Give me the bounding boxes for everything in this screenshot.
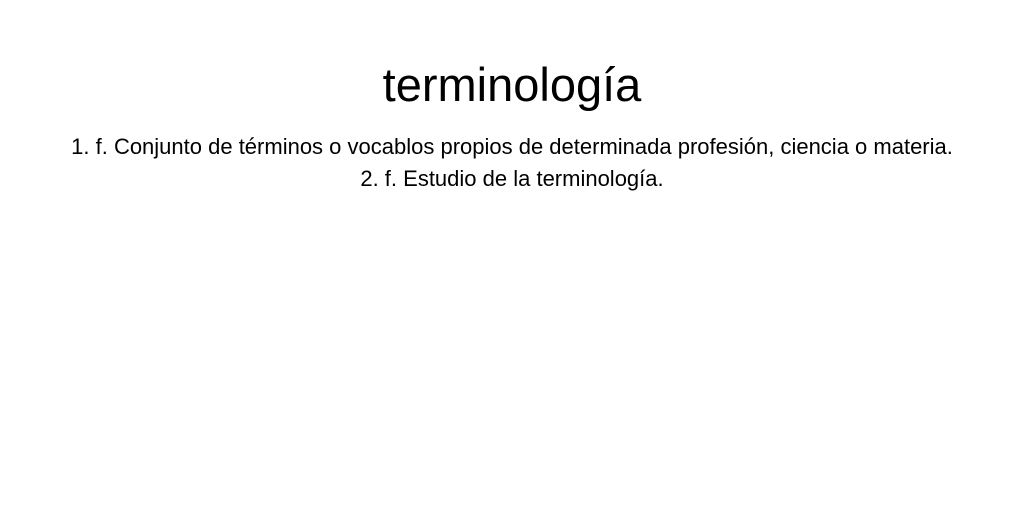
definition-list xyxy=(60,128,964,198)
definition-item: 1. f. Conjunto de términos o vocablos propios de determinada profesión, ciencia o materia. xyxy=(71,134,953,159)
headword: terminología xyxy=(382,58,642,111)
definition-item: 2. f. Estudio de la terminología. xyxy=(360,166,664,191)
